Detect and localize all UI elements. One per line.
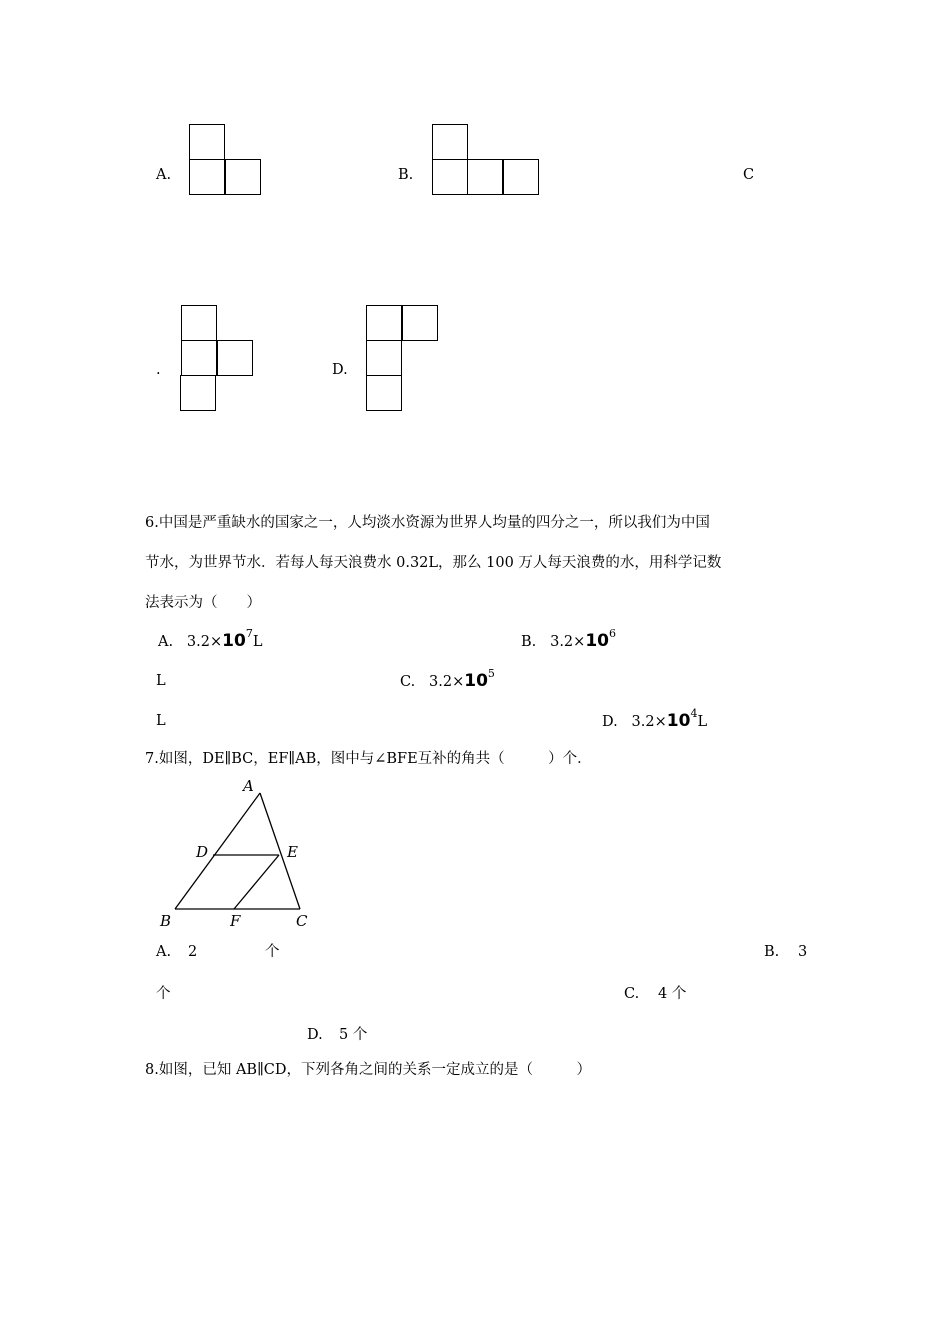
q6-option-a-coef: 3.2× [186, 634, 223, 650]
q6-option-a-label: A. [158, 634, 174, 650]
q6-option-d-unit: L [697, 714, 708, 730]
q6-stem-line3: 法表示为（ ） [145, 595, 261, 611]
q6-option-b-unit: L [156, 673, 166, 689]
q7-option-b-num: 3 [798, 944, 808, 960]
q7-label-c: C [296, 912, 308, 930]
q6-option-d-base: 10 [666, 711, 691, 731]
q7-option-d-label: D. [307, 1027, 323, 1043]
q8-stem: 8.如图，已知 AB∥CD，下列各角之间的关系一定成立的是（ ） [145, 1062, 591, 1078]
q7-option-d-text: 5 个 [339, 1027, 368, 1043]
q7-label-d: D [196, 843, 209, 861]
q6-option-c [400, 667, 495, 693]
line-ab [175, 793, 260, 909]
q6-option-b-coef: 3.2× [550, 634, 586, 650]
q7-option-a-label: A. [156, 944, 172, 960]
q6-option-a-unit: L [252, 634, 263, 650]
q6-option-a-base: 10 [222, 631, 246, 651]
q6-option-a [158, 627, 263, 653]
q6-stem-line2: 节水，为世界节水．若每人每天浪费水 0.32L，那么 100 万人每天浪费的水，用科学记数 [145, 555, 722, 571]
q6-option-c-exp: 5 [487, 667, 495, 680]
q7-option-c-text: 4 个 [658, 986, 687, 1002]
q7-label-b: B [160, 912, 172, 930]
q6-option-b [521, 627, 616, 653]
q7-option-a-unit: 个 [265, 944, 280, 960]
q6-option-c-unit: L [156, 713, 166, 729]
q7-label-a: A [243, 777, 254, 795]
q7-option-b-unit: 个 [156, 986, 171, 1002]
q6-option-c-coef: 3.2× [429, 674, 465, 690]
q6-stem-line1: 6.中国是严重缺水的国家之一，人均淡水资源为世界人均量的四分之一，所以我们为中国 [145, 515, 710, 531]
q6-option-a-exp: 7 [245, 627, 253, 640]
q5-option-c-dot: . [156, 362, 161, 378]
q6-option-b-label: B. [521, 634, 537, 650]
line-ef [234, 855, 279, 909]
q5-option-a-label: A. [156, 167, 172, 183]
q7-option-a-num: 2 [188, 944, 198, 960]
q7-triangle-figure [150, 775, 330, 935]
q7-option-b-label: B. [764, 944, 780, 960]
q6-option-d [602, 707, 708, 733]
q7-stem: 7.如图，DE∥BC，EF∥AB，图中与∠BFE互补的角共（ ）个． [145, 751, 592, 767]
q6-option-b-base: 10 [585, 631, 609, 651]
q7-label-e: E [287, 843, 298, 861]
q5-option-c-label: C [743, 167, 755, 183]
q6-option-b-exp: 6 [608, 627, 616, 640]
q6-option-c-base: 10 [464, 671, 488, 691]
q5-option-b-label: B. [398, 167, 414, 183]
q7-option-c-label: C. [624, 986, 640, 1002]
q6-option-d-coef: 3.2× [631, 714, 667, 730]
q7-label-f: F [230, 912, 241, 930]
q6-option-c-label: C. [400, 674, 416, 690]
q5-option-d-label: D. [332, 362, 348, 378]
q6-option-d-label: D. [602, 714, 618, 730]
q6-option-d-exp: 4 [690, 707, 698, 720]
